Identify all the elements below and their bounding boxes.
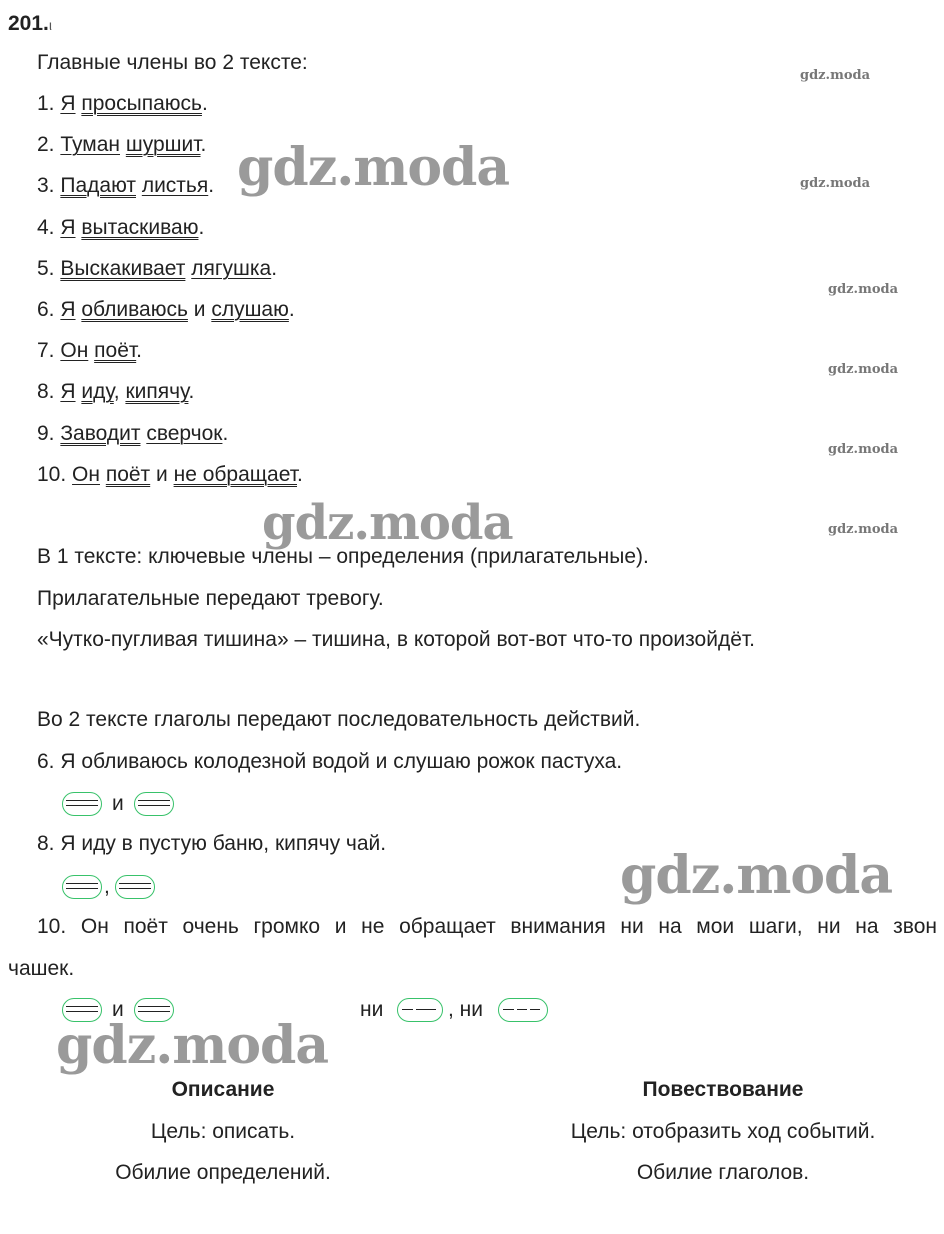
predicate-word: просыпаюсь xyxy=(81,92,202,115)
scheme-ni: , ни xyxy=(448,998,483,1021)
object-oval xyxy=(498,998,548,1022)
punctuation: . xyxy=(208,174,215,198)
subject-word: листья xyxy=(141,174,209,198)
subject-word: Туман xyxy=(60,133,120,157)
list-item xyxy=(37,462,303,488)
punctuation: и xyxy=(150,462,174,486)
subject-word: Я xyxy=(60,380,76,404)
narration-goal: Цель: отобразить ход событий. xyxy=(570,1120,876,1143)
watermark-logo: gdz.moda xyxy=(237,137,510,198)
predicate-word: обливаюсь xyxy=(81,298,188,321)
exercise-number: 201.ι xyxy=(8,12,52,35)
predicate-word: Выскакивает xyxy=(60,256,186,280)
subject-word: Он xyxy=(60,339,89,363)
punctuation: . xyxy=(297,462,303,486)
subject-word: сверчок xyxy=(146,421,223,445)
watermark-logo: gdz.moda xyxy=(620,845,893,906)
watermark-logo: gdz.moda xyxy=(262,495,513,551)
watermark-small: gdz.moda xyxy=(828,442,899,457)
punctuation: . xyxy=(222,421,229,445)
list-item xyxy=(37,173,214,199)
punctuation: и xyxy=(187,298,212,321)
punctuation: . xyxy=(201,92,208,115)
predicate-word: Падают xyxy=(60,174,136,198)
predicate-word: иду xyxy=(81,380,114,404)
para2-text: Во 2 тексте глаголы передают последовательность действий. xyxy=(37,708,641,731)
watermark-small: gdz.moda xyxy=(800,68,871,83)
predicate-oval xyxy=(115,875,155,899)
punctuation: . xyxy=(198,215,205,239)
punctuation: . xyxy=(271,256,278,280)
item-number: 1. xyxy=(37,92,55,115)
predicate-oval xyxy=(62,792,102,816)
predicate-word: шуршит xyxy=(125,133,201,157)
scheme-ni: ни xyxy=(360,998,384,1021)
predicate-word: слушаю xyxy=(211,298,289,321)
predicate-word: Заводит xyxy=(60,421,141,445)
list-item xyxy=(37,338,142,364)
list-item xyxy=(37,297,295,323)
item-number: 9. xyxy=(37,421,55,445)
list-item xyxy=(37,421,228,447)
description-title: Описание xyxy=(171,1078,275,1101)
watermark-small: gdz.moda xyxy=(828,282,899,297)
scheme-and: и xyxy=(112,792,124,815)
watermark-small: gdz.moda xyxy=(828,362,899,377)
subject-word: Он xyxy=(72,462,100,486)
para1-line3: «Чутко-пугливая тишина» – тишина, в которой вот-вот что-то произойдёт. xyxy=(37,628,756,651)
watermark-small: gdz.moda xyxy=(828,522,899,537)
predicate-word: кипячу xyxy=(125,380,189,404)
punctuation: . xyxy=(136,339,143,363)
example-6: 6. Я обливаюсь колодезной водой и слушаю рожок пастуха. xyxy=(37,750,623,773)
list-item xyxy=(37,91,208,117)
item-number: 2. xyxy=(37,133,55,157)
subject-word: лягушка xyxy=(191,256,272,280)
para1-line2: Прилагательные передают тревогу. xyxy=(37,587,384,610)
para1-line1: В 1 тексте: ключевые члены – определения (прилагательные). xyxy=(37,545,649,568)
list-item xyxy=(37,379,194,405)
item-number: 7. xyxy=(37,339,55,363)
item-number: 3. xyxy=(37,174,55,198)
example-10-line2: чашек. xyxy=(8,957,75,980)
predicate-word: поёт xyxy=(105,462,151,486)
item-number: 5. xyxy=(37,256,55,280)
scheme-comma: , xyxy=(104,875,110,898)
item-number: 6. xyxy=(37,298,55,321)
punctuation: . xyxy=(288,298,295,321)
intro-text: Главные члены во 2 тексте: xyxy=(37,51,308,74)
item-number: 10. xyxy=(37,462,67,486)
list-item xyxy=(37,132,206,158)
predicate-oval xyxy=(134,792,174,816)
subject-word: Я xyxy=(60,298,76,321)
watermark-logo: gdz.moda xyxy=(56,1015,329,1076)
subject-word: Я xyxy=(60,92,76,115)
example-8: 8. Я иду в пустую баню, кипячу чай. xyxy=(37,832,387,855)
item-number: 4. xyxy=(37,215,55,239)
list-item xyxy=(37,256,277,282)
punctuation: . xyxy=(188,380,195,404)
item-number: 8. xyxy=(37,380,55,404)
punctuation: , xyxy=(113,380,126,404)
scheme-and: и xyxy=(112,998,124,1021)
predicate-oval xyxy=(62,875,102,899)
example-10-line1: 10. Он поёт очень громко и не обращает внимания ни на мои шаги, ни на звон xyxy=(37,915,937,938)
list-item xyxy=(37,215,204,241)
narration-title: Повествование xyxy=(642,1078,804,1101)
description-goal: Цель: описать. xyxy=(150,1120,296,1143)
predicate-word: не обращает xyxy=(173,462,297,486)
watermark-small: gdz.moda xyxy=(800,176,871,191)
predicate-word: поёт xyxy=(94,339,137,363)
punctuation: . xyxy=(200,133,207,157)
subject-word: Я xyxy=(60,215,76,239)
object-oval xyxy=(397,998,443,1022)
predicate-word: вытаскиваю xyxy=(81,215,199,239)
narration-feature: Обилие глаголов. xyxy=(636,1161,810,1184)
description-feature: Обилие определений. xyxy=(115,1161,331,1184)
